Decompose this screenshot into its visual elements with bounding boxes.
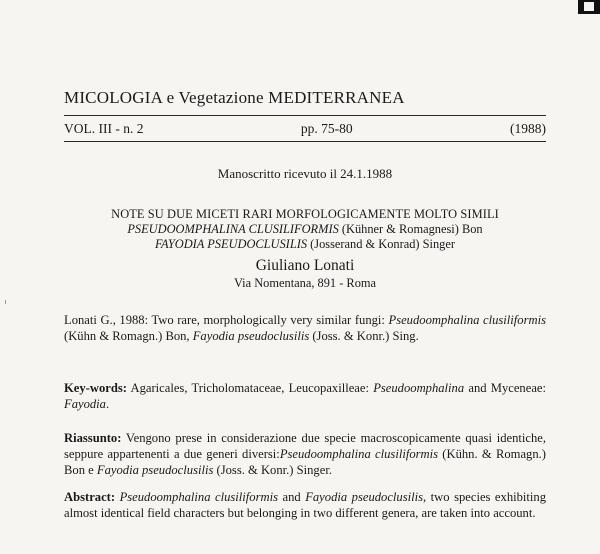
riassunto-paragraph bbox=[64, 430, 546, 478]
riassunto-label: Riassunto: bbox=[64, 431, 122, 445]
riassunto-text-1: Vengono prese in considerazione due specie macroscopicamente quasi identiche, seppure appartenenti a due generi diversi: bbox=[64, 431, 546, 461]
author-name: Giuliano Lonati bbox=[255, 257, 355, 274]
abstract-paragraph bbox=[64, 489, 546, 521]
riassunto-species-2: Fayodia pseudoclusilis bbox=[96, 463, 214, 477]
scan-speck bbox=[5, 300, 6, 304]
keywords-label: Key-words: bbox=[64, 381, 127, 395]
keywords-text-1: Agaricales, Tricholomataceae, Leucopaxilleae: bbox=[126, 381, 374, 395]
citation-middle: (Kühn & Romagn.) Bon, bbox=[64, 329, 193, 343]
header-rule-bottom bbox=[64, 141, 546, 142]
title-authority-2: (Josserand & Konrad) Singer bbox=[307, 237, 455, 251]
publication-year: (1988) bbox=[509, 121, 546, 136]
scan-corner-mark bbox=[578, 0, 600, 14]
keywords-paragraph bbox=[64, 380, 546, 412]
abstract-species-2: Fayodia pseudoclusilis bbox=[305, 490, 424, 504]
journal-title: MICOLOGIA e Vegetazione MEDITERRANEA bbox=[64, 88, 405, 107]
author-address: Via Nomentana, 891 - Roma bbox=[233, 276, 377, 290]
title-species-1: PSEUDOOMPHALINA CLUSILIFORMIS bbox=[127, 222, 339, 236]
volume-row bbox=[64, 121, 546, 137]
keywords-end: . bbox=[105, 397, 110, 411]
citation-species-1: Pseudoomphalina clusiliformis bbox=[388, 313, 546, 327]
riassunto-text-3: (Joss. & Konr.) Singer. bbox=[213, 463, 332, 477]
keywords-text-2: and Myceneae: bbox=[464, 381, 546, 395]
citation-prefix: Lonati G., 1988: Two rare, morphologically very similar fungi: bbox=[64, 313, 389, 327]
abstract-text-1: and bbox=[278, 490, 306, 504]
title-authority-1: (Kühner & Romagnesi) Bon bbox=[338, 222, 483, 236]
title-species-2: FAYODIA PSEUDOCLUSILIS bbox=[155, 237, 308, 251]
keywords-genus-2: Fayodia bbox=[64, 397, 106, 411]
citation-suffix: (Joss. & Konr.) Sing. bbox=[309, 329, 419, 343]
riassunto-species-1: Pseudoomphalina clusiliformis bbox=[279, 447, 439, 461]
citation-species-2: Fayodia pseudoclusilis bbox=[192, 329, 310, 343]
abstract-species-1: Pseudoomphalina clusiliformis bbox=[115, 490, 278, 504]
paper-title-line-1: NOTE SU DUE MICETI RARI MORFOLOGICAMENTE MOLTO SIMILI bbox=[111, 207, 499, 221]
volume-number: VOL. III - n. 2 bbox=[64, 121, 144, 136]
received-date: Manoscritto ricevuto il 24.1.1988 bbox=[217, 166, 393, 181]
paper-title-line-2 bbox=[64, 222, 546, 237]
paper-title-line-3 bbox=[64, 237, 546, 252]
abstract-text-2: , two species exhibiting almost identical field characters but belonging in two different genera, are taken into account. bbox=[64, 490, 547, 520]
page-range: pp. 75-80 bbox=[300, 121, 353, 136]
citation-paragraph bbox=[64, 312, 546, 344]
header-rule-top bbox=[64, 115, 546, 116]
keywords-genus-1: Pseudoomphalina bbox=[373, 381, 465, 395]
abstract-label: Abstract: bbox=[64, 490, 116, 504]
riassunto-text-2: (Kühn. & Romagn.) Bon e bbox=[64, 447, 546, 477]
